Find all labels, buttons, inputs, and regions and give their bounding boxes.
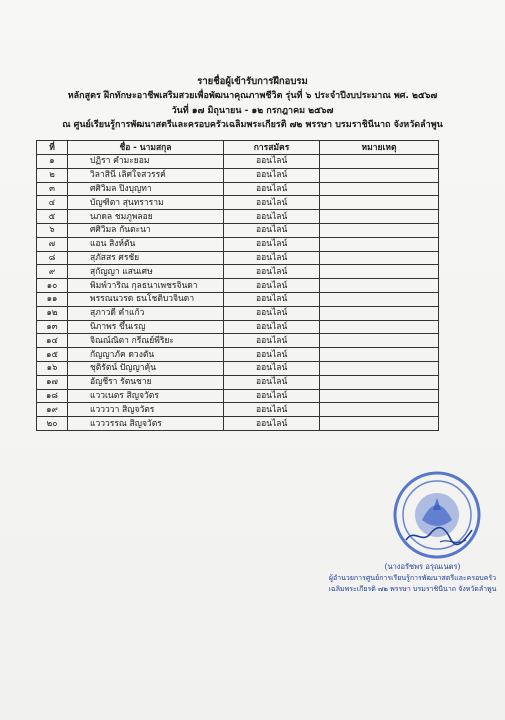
row-number: ๑๔ [37,334,68,348]
table-row [37,182,439,196]
row-number: ๒๐ [37,417,68,431]
row-number: ๔ [37,196,68,210]
row-note [320,251,439,265]
row-note [320,292,439,306]
course-name: หลักสูตร ฝึกทักษะอาชีพเสริมสวยเพื่อพัฒนาคุณภาพชีวิต รุ่นที่ ๖ ประจำปีงบประมาณ พศ. ๒๕๖๗ [67,91,438,101]
table-row [37,348,439,362]
row-note [320,417,439,431]
row-note [320,223,439,237]
registration-method: ออนไลน์ [224,237,320,251]
participant-name: แวววรรณ สิญจวัตร [68,417,224,431]
row-number: ๑๗ [37,375,68,389]
row-number: ๖ [37,223,68,237]
participant-name: กัญญาภัค ดวงตัน [68,348,224,362]
registration-method: ออนไลน์ [224,389,320,403]
participant-name: แอน สิงห์ตัน [68,237,224,251]
table-row [37,265,439,279]
participants-table [36,140,439,431]
training-dates: วันที่ ๑๗ มิถุนายน - ๑๒ กรกฎาคม ๒๕๖๗ [171,106,334,116]
registration-method: ออนไลน์ [224,320,320,334]
row-number: ๒ [37,168,68,182]
participant-name: ศศิวิมล ปิงบุญทา [68,182,224,196]
registration-method: ออนไลน์ [224,182,320,196]
participant-name: สุภัสสร ศรชัย [68,251,224,265]
handwritten-signature [400,520,480,550]
header-name: ชื่อ - นามสกุล [68,141,224,155]
row-number: ๙ [37,265,68,279]
row-number: ๑๑ [37,292,68,306]
row-note [320,155,439,169]
registration-method: ออนไลน์ [224,334,320,348]
participant-name: จิณณ์ณิตา กรีณย์พีริยะ [68,334,224,348]
table-row [37,306,439,320]
row-note [320,279,439,293]
table-row [37,389,439,403]
table-row [37,251,439,265]
participant-name: แววเนตร สิญจวัตร [68,389,224,403]
table-row [37,168,439,182]
table-row [37,196,439,210]
participant-name: ศศิวิมล กันตะนา [68,223,224,237]
participant-name: วิลาสินี เลิศใจสวรรค์ [68,168,224,182]
row-number: ๑๒ [37,306,68,320]
row-number: ๕ [37,210,68,224]
signatory-title-line1: ผู้อำนวยการศูนย์การเรียนรู้การพัฒนาสตรีและครอบครัว [328,574,497,582]
registration-method: ออนไลน์ [224,279,320,293]
row-note [320,182,439,196]
participant-name: สุภาวดี คำแก้ว [68,306,224,320]
participant-name: พิมพ์วาริณ กุลธนาเพชรจินดา [68,279,224,293]
registration-method: ออนไลน์ [224,223,320,237]
table-row [37,375,439,389]
row-number: ๑๐ [37,279,68,293]
registration-method: ออนไลน์ [224,348,320,362]
table-row [37,155,439,169]
row-note [320,265,439,279]
registration-method: ออนไลน์ [224,168,320,182]
signatory-name: (นางอรัชพร อรุณเนตร) [384,562,461,571]
table-row [37,403,439,417]
participant-name: บัญฑิตา สุนทราราม [68,196,224,210]
table-header-row [37,141,439,155]
table-row [37,292,439,306]
registration-method: ออนไลน์ [224,375,320,389]
participant-name: นิภาพร ขึ้นเรญ [68,320,224,334]
registration-method: ออนไลน์ [224,403,320,417]
table-row [37,320,439,334]
participant-name: แววววา สิญจวัตร [68,403,224,417]
participant-name: ปฏิรา คำมะยอม [68,155,224,169]
registration-method: ออนไลน์ [224,251,320,265]
training-location: ณ ศูนย์เรียนรู้การพัฒนาสตรีและครอบครัวเฉลิมพระเกียรติ ๗๒ พรรษา บรมราชินีนาถ จังหวัดลำพูน [62,120,443,130]
table-row [37,279,439,293]
table-row [37,223,439,237]
participant-name: สุกัญญา แสนเศษ [68,265,224,279]
registration-method: ออนไลน์ [224,155,320,169]
header-note: หมายเหตุ [320,141,439,155]
table-row [37,237,439,251]
row-note [320,348,439,362]
row-number: ๑๖ [37,361,68,375]
registration-method: ออนไลน์ [224,265,320,279]
document-title: รายชื่อผู้เข้ารับการฝึกอบรม [197,76,308,87]
table-row [37,361,439,375]
table-row [37,417,439,431]
row-number: ๑ [37,155,68,169]
row-number: ๑๙ [37,403,68,417]
participant-name: นภดล ชมภูพลอย [68,210,224,224]
header-method: การสมัคร [224,141,320,155]
participant-name: พรรณนวรด ธนโชติบวจินดา [68,292,224,306]
row-note [320,375,439,389]
row-number: ๓ [37,182,68,196]
registration-method: ออนไลน์ [224,417,320,431]
registration-method: ออนไลน์ [224,210,320,224]
table-row [37,334,439,348]
row-note [320,306,439,320]
row-note [320,237,439,251]
row-note [320,403,439,417]
row-note [320,361,439,375]
registration-method: ออนไลน์ [224,306,320,320]
row-note [320,210,439,224]
table-row [37,210,439,224]
row-number: ๗ [37,237,68,251]
row-note [320,389,439,403]
header-no: ที่ [37,141,68,155]
registration-method: ออนไลน์ [224,196,320,210]
row-number: ๑๓ [37,320,68,334]
row-number: ๑๘ [37,389,68,403]
registration-method: ออนไลน์ [224,361,320,375]
row-number: ๘ [37,251,68,265]
row-note [320,196,439,210]
participant-name: ชุติรัตน์ ปัญญาคุ้น [68,361,224,375]
row-note [320,320,439,334]
row-note [320,334,439,348]
registration-method: ออนไลน์ [224,292,320,306]
signatory-title-line2: เฉลิมพระเกียรติ ๗๒ พรรษา บรมราชินีนาถ จังหวัดลำพูน [328,585,497,593]
row-note [320,168,439,182]
participant-name: อัญชีรา รัตนชาย [68,375,224,389]
row-number: ๑๕ [37,348,68,362]
